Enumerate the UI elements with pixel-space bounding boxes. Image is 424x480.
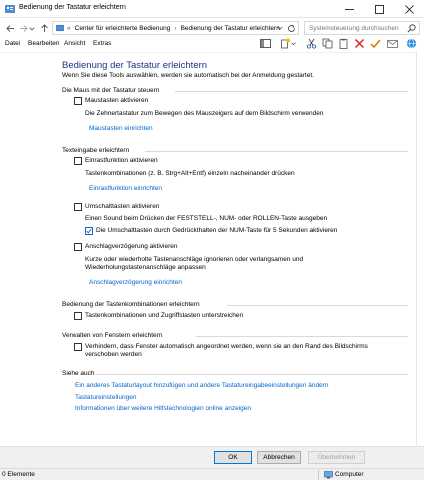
mousekeys-checkbox[interactable] bbox=[74, 97, 82, 105]
delete-button[interactable] bbox=[352, 36, 366, 50]
ok-button[interactable]: OK bbox=[214, 451, 252, 464]
breadcrumb-overflow[interactable]: « bbox=[67, 24, 71, 32]
recent-locations-button[interactable] bbox=[28, 22, 36, 34]
status-divider bbox=[318, 470, 319, 480]
cancel-button[interactable]: Abbrechen bbox=[257, 451, 301, 464]
up-button[interactable] bbox=[38, 22, 50, 34]
mousekeys-description: Die Zehnertastatur zum Bewegen des Mauszeigers auf dem Bildschirm verwenden bbox=[85, 110, 324, 117]
checkmark-icon bbox=[86, 228, 92, 234]
section-heading-shortcuts: Bedienung der Tastenkombinationen erleichtern bbox=[62, 301, 200, 308]
help-button[interactable] bbox=[404, 36, 418, 50]
arrow-right-icon bbox=[19, 24, 28, 33]
section-heading-mouse: Die Maus mit der Tastatur steuern bbox=[62, 87, 160, 94]
toggle-keys-numlock-checkbox[interactable] bbox=[85, 227, 93, 235]
underline-shortcuts-checkbox[interactable] bbox=[74, 312, 82, 320]
sticky-keys-label[interactable]: Einrastfunktion aktivieren bbox=[85, 157, 158, 164]
toggle-keys-description: Einen Sound beim Drücken der FESTSTELL-, NUM- oder ROLLEN-Taste ausgeben bbox=[85, 215, 328, 222]
section-divider bbox=[227, 305, 408, 306]
properties-button[interactable] bbox=[368, 36, 382, 50]
chevron-down-icon[interactable] bbox=[276, 24, 284, 32]
section-heading-see-also: Siehe auch bbox=[62, 370, 95, 377]
see-also-assistive-tech-link[interactable]: Informationen über weitere Hilfstechnologien online anzeigen bbox=[75, 405, 251, 412]
cut-button[interactable] bbox=[304, 36, 318, 50]
copy-icon bbox=[322, 38, 333, 49]
mousekeys-label[interactable]: Maustasten aktivieren bbox=[85, 97, 149, 104]
title-bar bbox=[0, 0, 424, 18]
page-title: Bedienung der Tastatur erleichtern bbox=[62, 60, 208, 71]
arrow-up-icon bbox=[40, 24, 49, 33]
close-icon bbox=[405, 5, 414, 14]
mousekeys-setup-link[interactable]: Maustasten einrichten bbox=[89, 125, 153, 132]
address-bar bbox=[0, 18, 424, 38]
chevron-down-icon bbox=[28, 24, 36, 33]
filter-keys-label[interactable]: Anschlagverzögerung aktivieren bbox=[85, 243, 178, 250]
search-box[interactable] bbox=[304, 21, 420, 35]
checkmark-icon bbox=[370, 38, 381, 49]
envelope-icon bbox=[387, 38, 398, 49]
menu-file[interactable]: Datei bbox=[5, 40, 21, 47]
status-bar bbox=[0, 468, 424, 480]
paste-button[interactable] bbox=[336, 36, 350, 50]
menu-view[interactable]: Ansicht bbox=[64, 40, 86, 47]
toggle-keys-numlock-label[interactable]: Die Umschalttasten durch Gedrückthalten der NUM-Taste für 5 Sekunden aktivieren bbox=[96, 227, 338, 234]
menu-edit[interactable]: Bearbeiten bbox=[28, 40, 60, 47]
layout-button[interactable] bbox=[258, 36, 272, 50]
address-field[interactable] bbox=[52, 21, 299, 35]
filter-keys-setup-link[interactable]: Anschlagverzögerung einrichten bbox=[89, 279, 182, 286]
copy-button[interactable] bbox=[320, 36, 334, 50]
prevent-snap-label-line1[interactable]: Verhindern, dass Fenster automatisch angeordnet werden, wenn sie an den Rand des Bildschirms bbox=[85, 343, 368, 350]
section-divider bbox=[96, 374, 408, 375]
control-panel-icon bbox=[56, 24, 64, 32]
back-button[interactable] bbox=[4, 22, 16, 34]
prevent-snap-label-line2[interactable]: verschoben werden bbox=[85, 351, 142, 358]
close-button[interactable] bbox=[394, 0, 424, 18]
sticky-keys-checkbox[interactable] bbox=[74, 157, 82, 165]
control-panel-icon bbox=[5, 4, 15, 14]
filter-keys-checkbox[interactable] bbox=[74, 243, 82, 251]
network-icon bbox=[406, 38, 417, 49]
see-also-keyboard-layout-link[interactable]: Ein anderes Tastaturlayout hinzufügen und andere Tastatureingabeeinstellungen ändern bbox=[75, 382, 329, 389]
scroll-gutter bbox=[416, 52, 424, 446]
section-divider bbox=[145, 151, 408, 152]
see-also-keyboard-settings-link[interactable]: Tastatureinstellungen bbox=[75, 394, 137, 401]
underline-shortcuts-label[interactable]: Tastenkombinationen und Zugriffstasten unterstreichen bbox=[85, 312, 244, 319]
computer-icon bbox=[324, 471, 333, 479]
page-subtitle: Wenn Sie diese Tools auswählen, werden sie automatisch bei der Anmeldung gestartet. bbox=[62, 72, 314, 79]
chevron-down-icon bbox=[290, 40, 297, 47]
toggle-keys-label[interactable]: Umschalttasten aktivieren bbox=[85, 203, 160, 210]
refresh-icon[interactable] bbox=[287, 24, 296, 33]
minimize-icon bbox=[345, 5, 354, 14]
sticky-keys-setup-link[interactable]: Einrastfunktion einrichten bbox=[89, 185, 162, 192]
section-divider bbox=[175, 91, 408, 92]
apply-button[interactable]: Übernehmen bbox=[308, 451, 365, 464]
arrow-left-icon bbox=[6, 24, 15, 33]
prevent-snap-checkbox[interactable] bbox=[74, 343, 82, 351]
window-title: Bedienung der Tastatur erleichtern bbox=[19, 4, 126, 11]
toggle-keys-checkbox[interactable] bbox=[74, 203, 82, 211]
new-dropdown-button[interactable] bbox=[289, 36, 297, 50]
maximize-button[interactable] bbox=[364, 0, 394, 18]
paste-icon bbox=[338, 38, 349, 49]
breadcrumb-ease-of-access[interactable]: Center für erleichterte Bedienung bbox=[74, 24, 171, 32]
search-input[interactable] bbox=[305, 22, 405, 34]
section-heading-typing: Texteingabe erleichtern bbox=[62, 147, 130, 154]
menu-extras[interactable]: Extras bbox=[93, 40, 112, 47]
section-divider bbox=[196, 336, 408, 337]
status-item-count: 0 Elemente bbox=[2, 471, 35, 478]
delete-icon bbox=[354, 38, 365, 49]
scissors-icon bbox=[306, 38, 317, 49]
email-button[interactable] bbox=[385, 36, 399, 50]
search-icon bbox=[407, 24, 416, 33]
status-location: Computer bbox=[335, 471, 364, 478]
filter-keys-description-line1: Kurze oder wiederholte Tastenanschläge ignorieren oder verlangsamen und bbox=[85, 256, 304, 263]
breadcrumb-separator[interactable]: › bbox=[174, 24, 177, 32]
filter-keys-description-line2: Wiederholungstastenanschläge anpassen bbox=[85, 264, 206, 271]
breadcrumb-keyboard[interactable]: Bedienung der Tastatur erleichtern bbox=[180, 24, 280, 32]
maximize-icon bbox=[375, 5, 384, 14]
sticky-keys-description: Tastenkombinationen (z. B. Strg+Alt+Entf) einzeln nacheinander drücken bbox=[85, 170, 295, 177]
layout-icon bbox=[260, 38, 271, 49]
minimize-button[interactable] bbox=[334, 0, 364, 18]
section-heading-windows: Verwalten von Fenstern erleichtern bbox=[62, 332, 163, 339]
